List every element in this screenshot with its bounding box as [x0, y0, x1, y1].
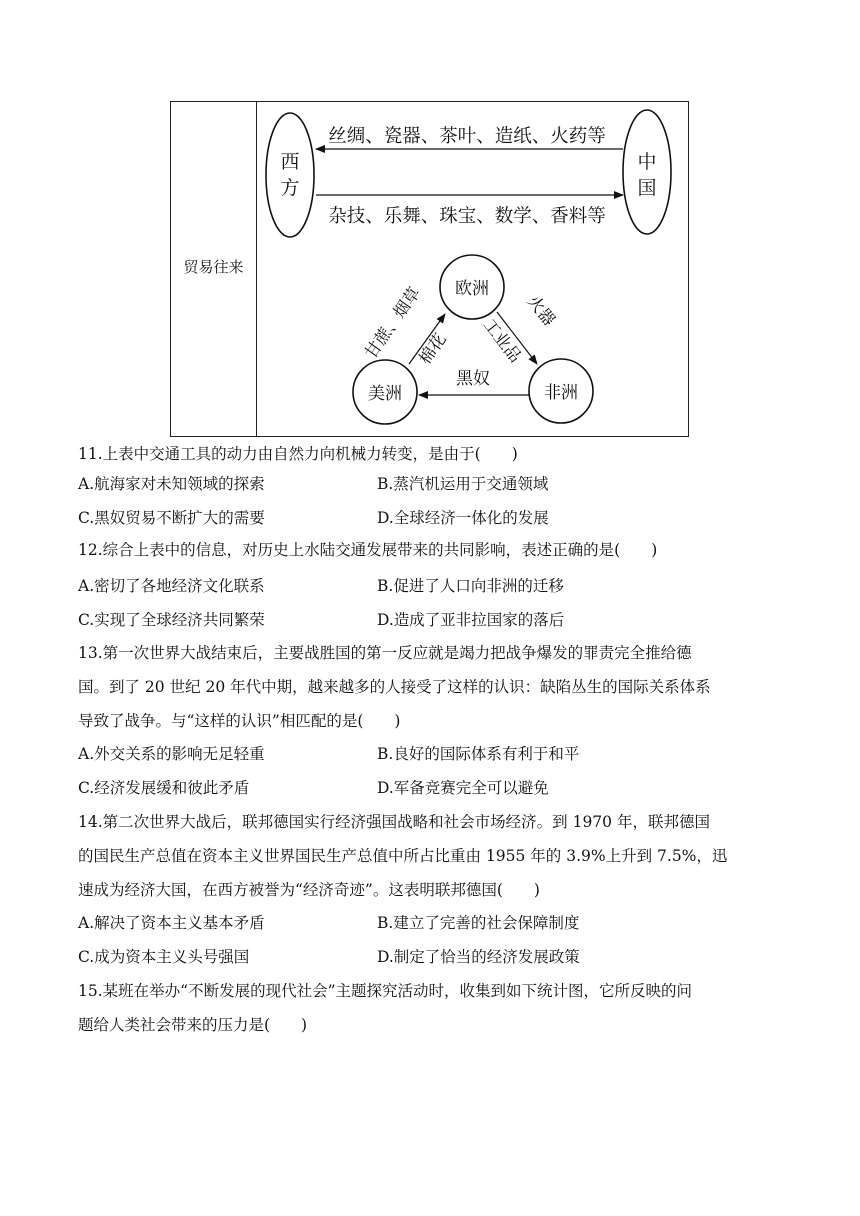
to-west-goods: 丝绸、瓷器、茶叶、造纸、火药等	[328, 126, 606, 147]
question-14-line-1: 14.第二次世界大战后，联邦德国实行经济强国战略和社会市场经济。到 1970 年，联邦德国	[78, 813, 710, 831]
china-label-1: 中	[637, 151, 657, 173]
q14-option-c[interactable]: C.成为资本主义头号强国	[78, 948, 250, 966]
q14-option-d[interactable]: D.制定了恰当的经济发展政策	[377, 948, 580, 966]
trade-diagram-svg	[257, 102, 689, 436]
q13-option-c[interactable]: C.经济发展缓和彼此矛盾	[78, 779, 250, 797]
europe-to-africa-firearms: 火器	[523, 291, 559, 330]
west-label-1: 西	[280, 151, 300, 173]
question-11-stem: 11.上表中交通工具的动力由自然力向机械力转变，是由于( )	[78, 445, 518, 463]
europe-label: 欧洲	[455, 279, 489, 299]
question-13-line-1: 13.第一次世界大战结束后，主要战胜国的第一反应就是竭力把战争爆发的罪责完全推给德	[78, 644, 692, 662]
q13-option-d[interactable]: D.军备竞赛完全可以避免	[377, 779, 549, 797]
to-china-goods: 杂技、乐舞、珠宝、数学、香料等	[328, 206, 606, 227]
q11-option-a[interactable]: A.航海家对未知领域的探索	[78, 475, 265, 493]
q13-option-a[interactable]: A.外交关系的影响无足轻重	[78, 745, 265, 763]
q11-option-d[interactable]: D.全球经济一体化的发展	[377, 509, 549, 527]
china-label-2: 国	[637, 177, 657, 199]
question-13-line-3: 导致了战争。与“这样的认识”相匹配的是( )	[78, 712, 401, 730]
question-13-line-2: 国。到了 20 世纪 20 年代中期，越来越多的人接受了这样的认识：缺陷丛生的国际关系体系	[78, 678, 711, 696]
q13-option-b[interactable]: B.良好的国际体系有利于和平	[377, 745, 580, 763]
africa-to-america-slaves: 黑奴	[456, 369, 490, 389]
question-12-stem: 12.综合上表中的信息，对历史上水陆交通发展带来的共同影响，表述正确的是( )	[78, 541, 658, 559]
america-to-europe-cotton: 棉花	[415, 329, 450, 368]
q12-option-a[interactable]: A.密切了各地经济文化联系	[78, 577, 265, 595]
africa-label: 非洲	[544, 383, 578, 403]
q12-option-b[interactable]: B.促进了人口向非洲的迁移	[377, 577, 564, 595]
q14-option-a[interactable]: A.解决了资本主义基本矛盾	[78, 914, 265, 932]
america-label: 美洲	[368, 384, 402, 404]
question-14-line-2: 的国民生产总值在资本主义世界国民生产总值中所占比重由 1955 年的 3.9%上升到 7.5%，迅	[78, 847, 728, 865]
question-15-line-1: 15.某班在举办“不断发展的现代社会”主题探究活动时，收集到如下统计图，它所反映的问	[78, 982, 693, 1000]
table-row-label: 贸易往来	[183, 258, 244, 276]
america-to-europe-goods: 甘蔗、烟草	[361, 283, 424, 363]
west-label-2: 方	[280, 177, 300, 199]
trade-diagram	[257, 102, 689, 436]
question-14-line-3: 速成为经济大国，在西方被誉为“经济奇迹”。这表明联邦德国( )	[78, 881, 540, 899]
q11-option-c[interactable]: C.黑奴贸易不断扩大的需要	[78, 509, 265, 527]
q12-option-c[interactable]: C.实现了全球经济共同繁荣	[78, 611, 265, 629]
europe-to-africa-goods: 工业品	[479, 315, 526, 366]
west-ellipse	[266, 113, 314, 237]
trade-table	[170, 101, 689, 437]
q12-option-d[interactable]: D.造成了亚非拉国家的落后	[377, 611, 565, 629]
q14-option-b[interactable]: B.建立了完善的社会保障制度	[377, 914, 580, 932]
q11-option-b[interactable]: B.蒸汽机运用于交通领域	[377, 475, 549, 493]
question-15-line-2: 题给人类社会带来的压力是( )	[78, 1016, 308, 1034]
